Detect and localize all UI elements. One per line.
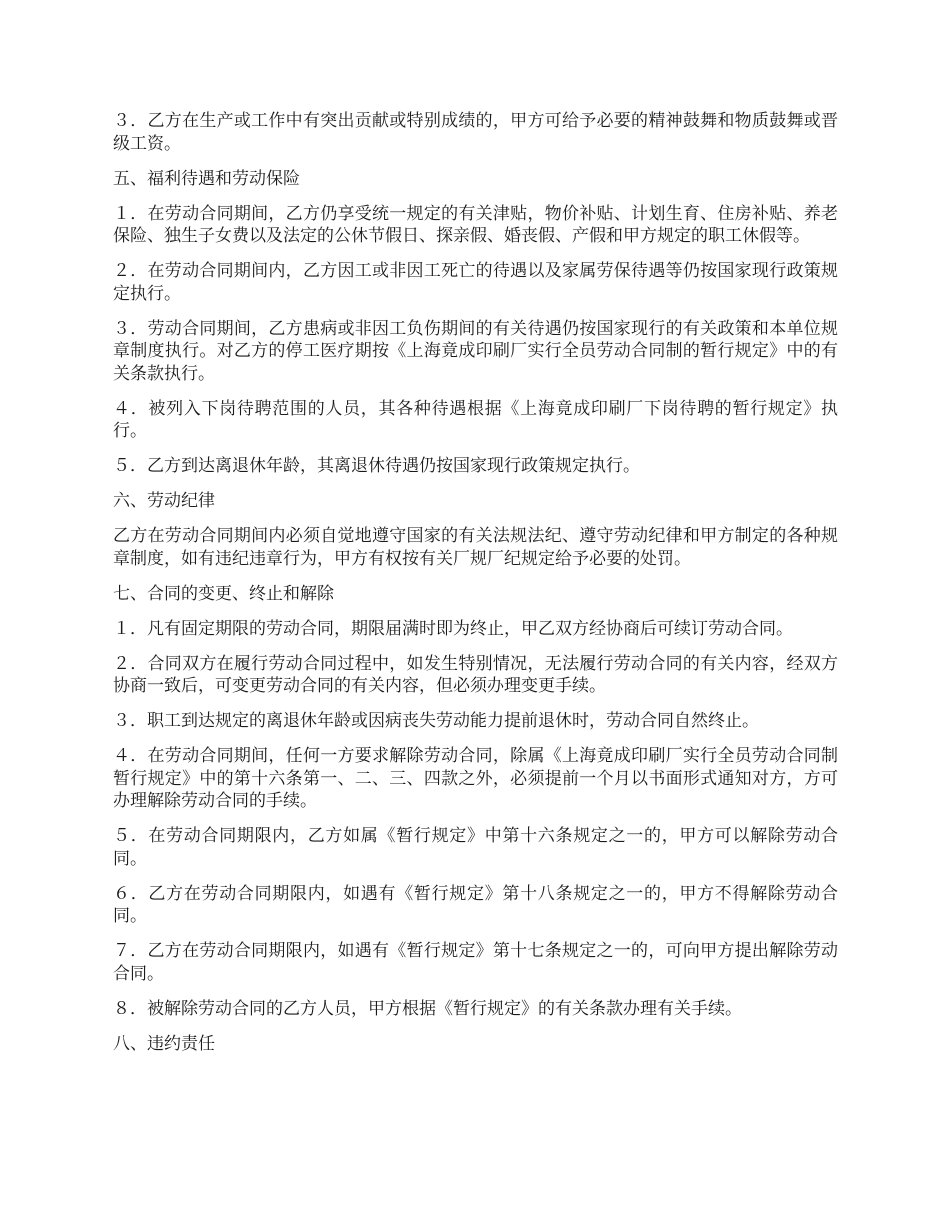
clause-3-sick-leave: ３．劳动合同期间，乙方患病或非因工负伤期间的有关待遇仍按国家现行的有关政策和本单位规章制度执行。对乙方的停工医疗期按《上海竟成印刷厂实行全员劳动合同制的暂行规定》中的有关条款执行。 xyxy=(113,318,838,384)
clause-3-rewards: ３．乙方在生产或工作中有突出贡献或特别成绩的，甲方可给予必要的精神鼓舞和物质鼓舞或晋级工资。 xyxy=(113,111,838,154)
clause-6-no-termination: ６．乙方在劳动合同期限内，如遇有《暂行规定》第十八条规定之一的，甲方不得解除劳动合同。 xyxy=(113,883,838,926)
clause-3-natural-termination: ３．职工到达规定的离退休年龄或因病丧失劳动能力提前退休时，劳动合同自然终止。 xyxy=(113,711,759,731)
clause-5-employer-termination: ５．在劳动合同期限内，乙方如属《暂行规定》中第十六条规定之一的，甲方可以解除劳动合同。 xyxy=(113,826,838,869)
clause-2-modification: ２．合同双方在履行劳动合同过程中，如发生特别情况，无法履行劳动合同的有关内容，经双方协商一致后，可变更劳动合同的有关内容，但必须办理变更手续。 xyxy=(113,653,838,696)
clause-7-employee-termination: ７．乙方在劳动合同期限内，如遇有《暂行规定》第十七条规定之一的，可向甲方提出解除劳动合同。 xyxy=(113,941,838,984)
section-heading-changes: 七、合同的变更、终止和解除 xyxy=(113,583,334,604)
discipline-paragraph: 乙方在劳动合同期间内必须自觉地遵守国家的有关法规法纪、遵守劳动纪律和甲方制定的各种规章制度，如有违纪违章行为，甲方有权按有关厂规厂纪规定给予必要的处罚。 xyxy=(113,526,838,569)
section-heading-welfare: 五、福利待遇和劳动保险 xyxy=(113,168,300,189)
clause-2-death-benefits: ２．在劳动合同期间内，乙方因工或非因工死亡的待遇以及家属劳保待遇等仍按国家现行政策规定执行。 xyxy=(113,261,838,304)
clause-5-retirement: ５．乙方到达离退休年龄，其离退休待遇仍按国家现行政策规定执行。 xyxy=(113,456,640,476)
document-body xyxy=(113,110,838,1068)
clause-8-procedures: ８．被解除劳动合同的乙方人员，甲方根据《暂行规定》的有关条款办理有关手续。 xyxy=(113,998,742,1019)
section-heading-discipline: 六、劳动纪律 xyxy=(113,491,215,511)
clause-1-allowances: １．在劳动合同期间，乙方仍享受统一规定的有关津贴，物价补贴、计划生育、住房补贴、养老保险、独生子女费以及法定的公休节假日、探亲假、婚丧假、产假和甲方规定的职工休假等。 xyxy=(113,203,838,246)
clause-4-laid-off: ４．被列入下岗待聘范围的人员，其各种待遇根据《上海竟成印刷厂下岗待聘的暂行规定》执行。 xyxy=(113,398,838,441)
clause-4-notice: ４．在劳动合同期间，任何一方要求解除劳动合同，除属《上海竟成印刷厂实行全员劳动合同制暂行规定》中的第十六条第一、二、三、四款之外，必须提前一个月以书面形式通知对方，方可办理解除劳动合同的手续。 xyxy=(113,746,838,811)
clause-1-expiry: １．凡有固定期限的劳动合同，期限届满时即为终止，甲乙双方经协商后可续订劳动合同。 xyxy=(113,618,793,639)
section-heading-liability: 八、违约责任 xyxy=(113,1033,215,1054)
